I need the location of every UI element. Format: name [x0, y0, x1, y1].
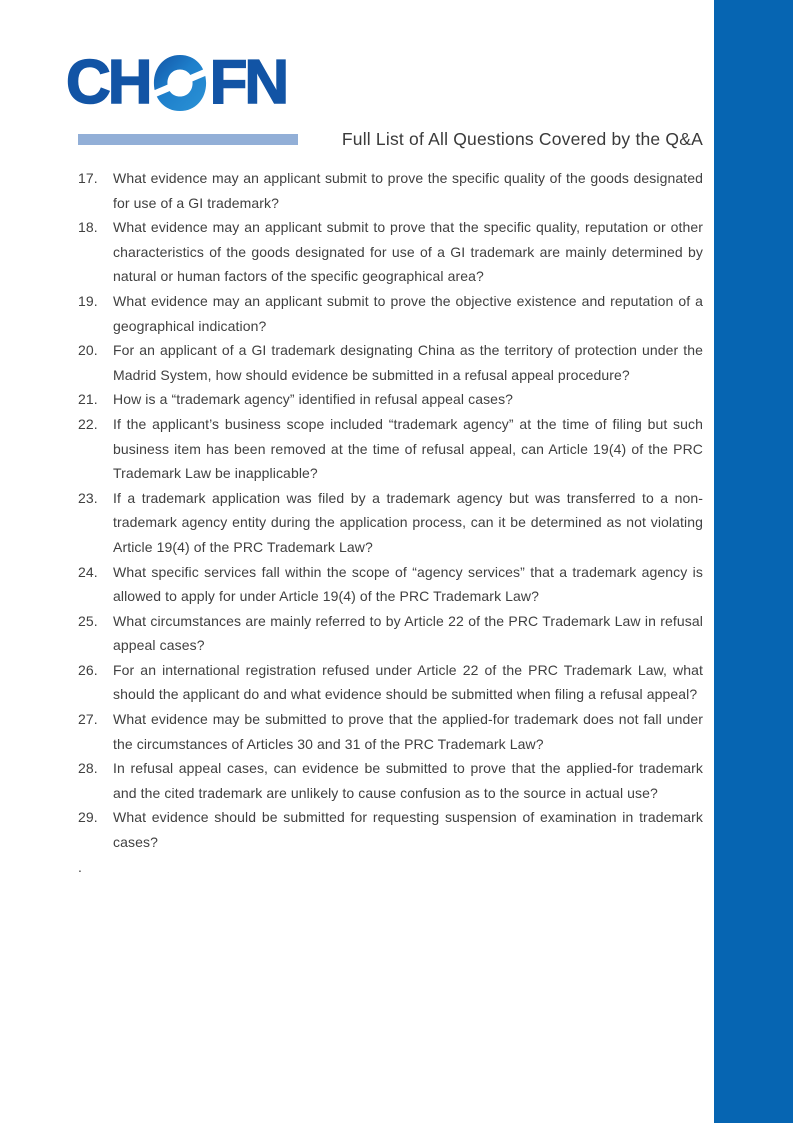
- question-item: [78, 756, 703, 805]
- logo-o-icon: [151, 53, 209, 113]
- question-text: What evidence should be submitted for requesting suspension of examination in trademark cases?: [113, 809, 703, 851]
- question-item: [78, 166, 703, 215]
- question-number: 17.: [78, 170, 98, 186]
- logo-text-left: CH: [66, 48, 150, 117]
- question-number: 25.: [78, 612, 98, 629]
- question-text: What specific services fall within the scope of “agency services” that a trademark agency is allowed to apply for under Article 19(4) of the PRC Trademark Law?: [113, 563, 703, 605]
- question-number: 19.: [78, 292, 98, 309]
- question-item: [78, 412, 703, 486]
- question-text: How is a “trademark agency” identified in refusal appeal cases?: [113, 391, 514, 408]
- question-text: In refusal appeal cases, can evidence be submitted to prove that the applied-for trademark and the cited trademark are unlikely to cause confusion as to the source in actual use?: [113, 760, 703, 801]
- question-number: 28.: [78, 760, 98, 777]
- header: [78, 128, 703, 151]
- question-text: What circumstances are mainly referred to by Article 22 of the PRC Trademark Law in refusal appeal cases?: [113, 612, 703, 654]
- question-number: 18.: [78, 219, 98, 236]
- question-text: If the applicant’s business scope included “trademark agency” at the time of filing but such business item has been removed at the time of refusal appeal, can Article 19(4) of the PRC Trademark Law be inapplicable?: [113, 415, 703, 482]
- question-list: [78, 166, 703, 879]
- question-number: 27.: [78, 711, 98, 728]
- question-text: What evidence may an applicant submit to prove that the specific quality, reputation or other characteristics of the goods designated for use of a GI trademark are mainly determined by natural or human factors of the specific geographical area?: [113, 219, 703, 285]
- question-item: [78, 338, 703, 387]
- question-item: [78, 707, 703, 756]
- question-item: [78, 486, 703, 560]
- question-item: [78, 387, 703, 412]
- question-number: 20.: [78, 342, 98, 359]
- question-number: 23.: [78, 489, 98, 506]
- question-number: 21.: [78, 391, 98, 408]
- question-item: [78, 289, 703, 338]
- question-item: [78, 609, 703, 658]
- page-title: Full List of All Questions Covered by the Q&A: [341, 129, 703, 149]
- header-divider-bar: [78, 134, 298, 145]
- stray-period: .: [78, 858, 82, 875]
- question-number: 24.: [78, 563, 98, 580]
- question-item: [78, 215, 703, 289]
- question-item: [78, 658, 703, 707]
- question-text: For an applicant of a GI trademark designating China as the territory of protection under the Madrid System, how should evidence be submitted in a refusal appeal procedure?: [113, 342, 703, 383]
- question-text: What evidence may be submitted to prove that the applied-for trademark does not fall under the circumstances of Articles 30 and 31 of the PRC Trademark Law?: [113, 711, 703, 752]
- question-text: For an international registration refused under Article 22 of the PRC Trademark Law, what should the applicant do and what evidence should be submitted when filing a refusal appeal?: [113, 661, 703, 703]
- question-number: 26.: [78, 661, 98, 678]
- question-item: [78, 560, 703, 609]
- question-number: 29.: [78, 809, 98, 826]
- chofn-logo: [66, 48, 287, 117]
- question-item: [78, 805, 703, 854]
- question-number: 22.: [78, 415, 98, 432]
- right-accent-bar: [714, 0, 793, 1123]
- question-text: If a trademark application was filed by a trademark agency but was transferred to a non-trademark agency entity during the application process, can it be determined as not violating Article 19(4) of the PRC Trademark Law?: [113, 489, 703, 555]
- logo-text-right: FN: [209, 48, 287, 117]
- question-text: What evidence may an applicant submit to prove the specific quality of the goods designated for use of a GI trademark?: [113, 170, 703, 211]
- question-text: What evidence may an applicant submit to prove the objective existence and reputation of a geographical indication?: [113, 292, 703, 334]
